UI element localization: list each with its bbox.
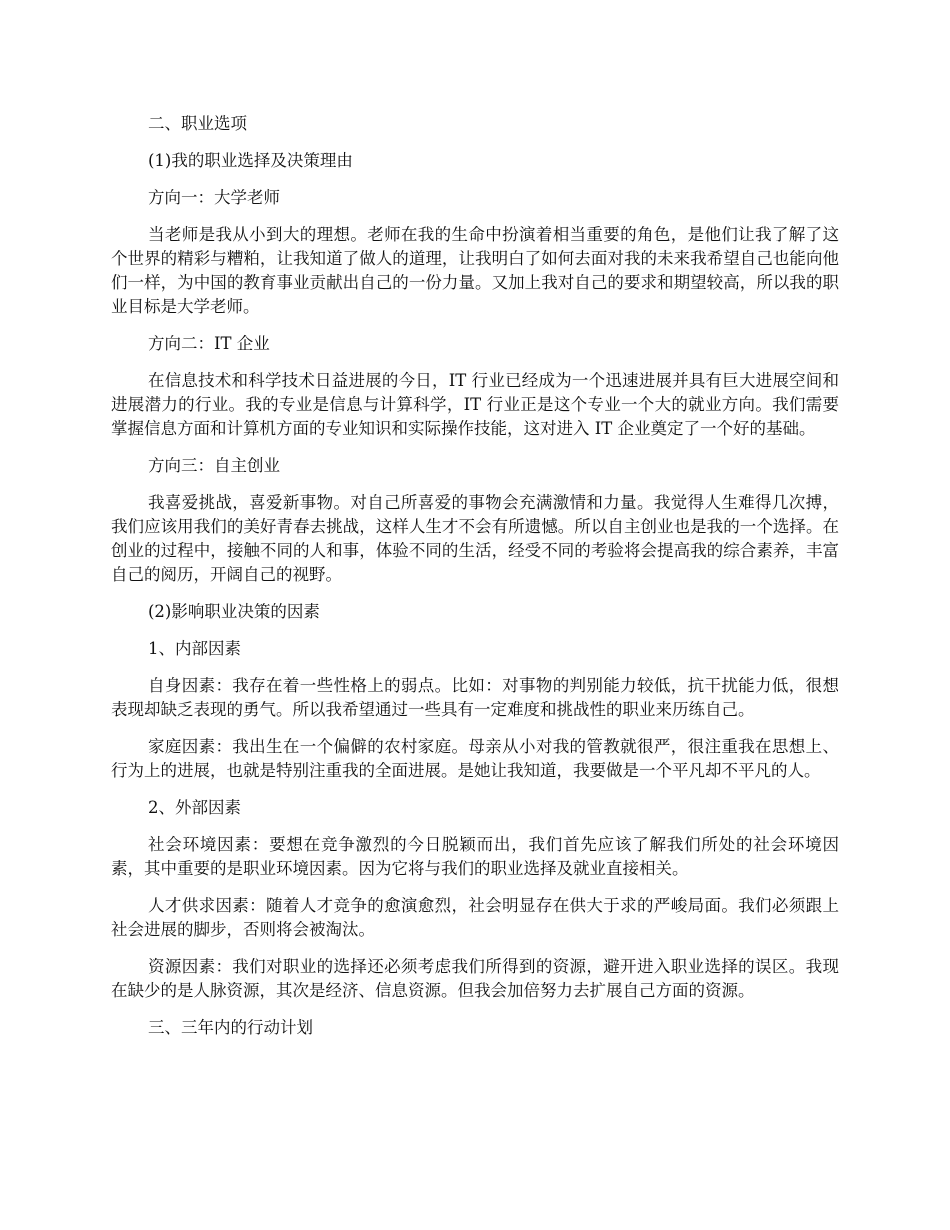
subheading-decision-factors: (2)影响职业决策的因素 — [148, 602, 320, 621]
external-factors-heading: 2、外部因素 — [148, 798, 241, 817]
section-heading-action-plan: 三、三年内的行动计划 — [148, 1018, 313, 1037]
direction-three-paragraph: 我喜爱挑战，喜爱新事物。对自己所喜爱的事物会充满激情和力量。我觉得人生难得几次搏，我们应该用我们的美好青春去挑战，这样人生才不会有所遗憾。所以自主创业也是我的一个选择。在创业的过程中，接触不同的人和事，体验不同的生活，经受不同的考验将会提高我的综合素养，丰富自己的阅历，开阔自己的视野。 — [111, 493, 839, 584]
direction-one-heading: 方向一：大学老师 — [148, 188, 280, 207]
self-factors-paragraph: 自身因素：我存在着一些性格上的弱点。比如：对事物的判别能力较低，抗干扰能力低，很想表现却缺乏表现的勇气。所以我希望通过一些具有一定难度和挑战性的职业来历练自己。 — [111, 676, 839, 719]
section-heading-career-options: 二、职业选项 — [148, 114, 247, 133]
direction-two-paragraph: 在信息技术和科学技术日益进展的今日，IT 行业已经成为一个迅速进展并具有巨大进展空间和进展潜力的行业。我的专业是信息与计算科学，IT 行业正是这个专业一个大的就业方向。我们需要掌握信息方面和计算机方面的专业知识和实际操作技能，这对进入 IT 企业奠定了一个好的基础。 — [111, 371, 839, 438]
direction-one-paragraph: 当老师是我从小到大的理想。老师在我的生命中扮演着相当重要的角色，是他们让我了解了这个世界的精彩与糟粕，让我知道了做人的道理，让我明白了如何去面对我的未来我希望自己也能向他们一样，为中国的教育事业贡献出自己的一份力量。又加上我对自己的要求和期望较高，所以我的职业目标是大学老师。 — [111, 225, 839, 316]
subheading-career-choice-reasons: (1)我的职业选择及决策理由 — [148, 151, 353, 170]
resource-factors-paragraph: 资源因素：我们对职业的选择还必须考虑我们所得到的资源，避开进入职业选择的误区。我现在缺少的是人脉资源，其次是经济、信息资源。但我会加倍努力去扩展自己方面的资源。 — [111, 957, 839, 1000]
internal-factors-heading: 1、内部因素 — [148, 639, 241, 658]
direction-two-heading: 方向二：IT 企业 — [148, 334, 270, 353]
talent-supply-paragraph: 人才供求因素：随着人才竞争的愈演愈烈，社会明显存在供大于求的严峻局面。我们必须跟上社会进展的脚步，否则将会被淘汰。 — [111, 896, 839, 939]
social-environment-paragraph: 社会环境因素：要想在竞争激烈的今日脱颖而出，我们首先应该了解我们所处的社会环境因素，其中重要的是职业环境因素。因为它将与我们的职业选择及就业直接相关。 — [111, 835, 839, 878]
document-body — [111, 112, 839, 1053]
direction-three-heading: 方向三：自主创业 — [148, 456, 280, 475]
family-factors-paragraph: 家庭因素：我出生在一个偏僻的农村家庭。母亲从小对我的管教就很严，很注重我在思想上、行为上的进展，也就是特别注重我的全面进展。是她让我知道，我要做是一个平凡却不平凡的人。 — [111, 737, 839, 780]
